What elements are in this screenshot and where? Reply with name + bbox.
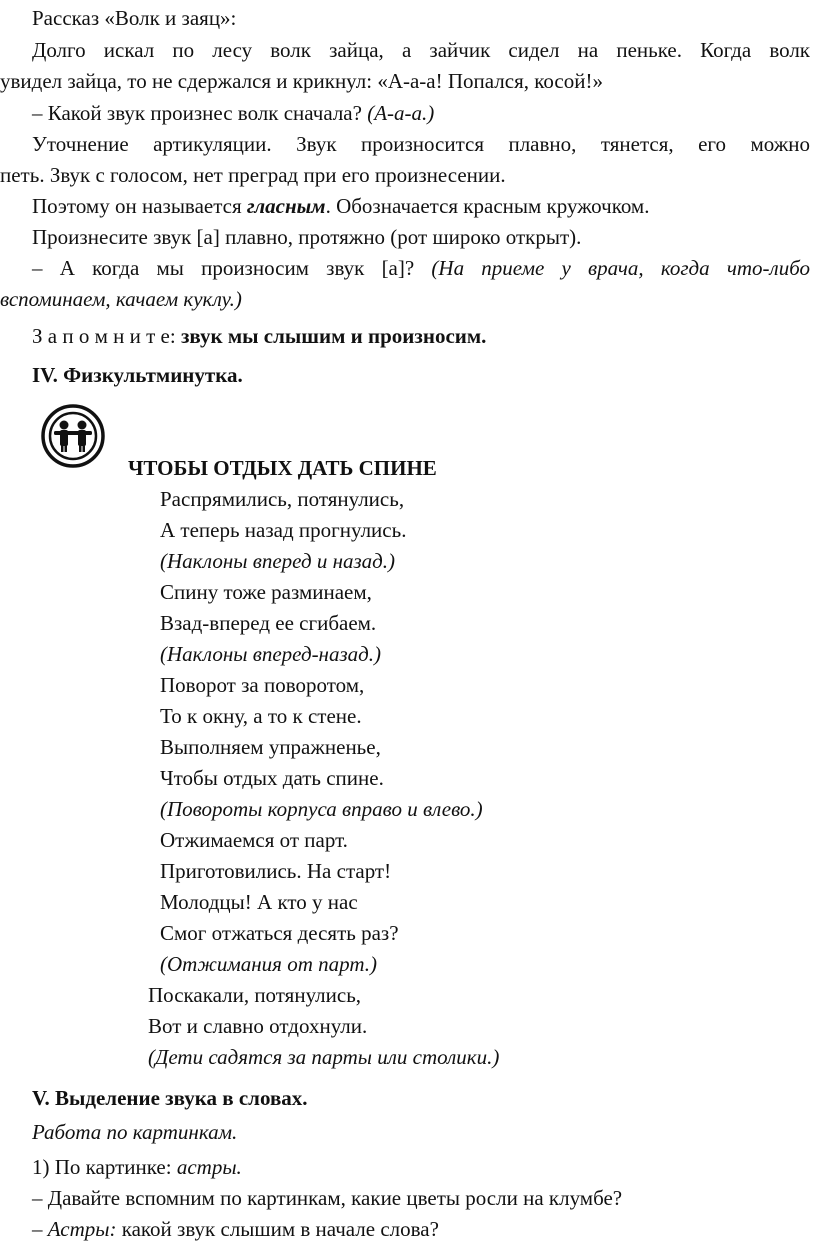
poem-line: Спину тоже разминаем, [160,580,372,604]
remember-text: звук мы слышим и произносим. [180,324,487,348]
poem-title: ЧТОБЫ ОТДЫХ ДАТЬ СПИНЕ [128,456,437,480]
poem-instruction: (Дети садятся за парты или столики.) [148,1045,500,1069]
remember-label: З а п о м н и т е: [32,324,181,348]
when-question-line: – А когда мы произносим звук [а]? (На приеме у врача, когда что-либо [32,256,810,280]
question-text: – Какой звук произнес волк сначала? [32,101,368,125]
poem-instruction: (Отжимания от парт.) [160,952,377,976]
picture-question: – Давайте вспомним по картинкам, какие цветы росли на клумбе? [32,1186,623,1210]
poem-line: То к окну, а то к стене. [160,704,362,728]
poem-instruction: (Наклоны вперед и назад.) [160,549,396,573]
when-question-line: вспоминаем, качаем куклу.) [0,287,242,311]
poem-instruction: (Наклоны вперед-назад.) [160,642,382,666]
vowel-definition-line: Поэтому он называется гласным. Обозначается красным кружочком. [32,194,650,218]
picture-question: – Астры: какой звук слышим в начале слова? [32,1217,439,1241]
pronounce-instruction: Произнесите звук [а] плавно, протяжно (рот широко открыт). [32,225,582,249]
articulation-line: Уточнение артикуляции. Звук произносится плавно, тянется, его можно [32,132,810,156]
question-answer: (А-а-а.) [367,101,435,125]
poem-line: Поскакали, потянулись, [148,983,362,1007]
story-title: Рассказ «Волк и заяц»: [32,6,237,30]
poem-line: Смог отжаться десять раз? [160,921,399,945]
poem-line: Вот и славно отдохнули. [148,1014,368,1038]
question-line [32,103,434,124]
two-children-circle-icon [40,403,106,469]
section-heading: V. Выделение звука в словах. [32,1086,308,1110]
poem-line: Отжимаемся от парт. [160,828,348,852]
poem-line: Взад-вперед ее сгибаем. [160,611,377,635]
poem-line: Молодцы! А кто у нас [160,890,358,914]
poem-line: Поворот за поворотом, [160,673,365,697]
section-heading: IV. Физкультминутка. [32,363,243,387]
poem-line: Приготовились. На старт! [160,859,392,883]
poem-line: Выполняем упражненье, [160,735,381,759]
poem-line: А теперь назад прогнулись. [160,518,407,542]
story-paragraph-line: увидел зайца, то не сдержался и крикнул: «А-а-а! Попался, косой!» [0,69,603,93]
articulation-line: петь. Звук с голосом, нет преград при его произнесении. [0,163,506,187]
picture-item: 1) По картинке: астры. [32,1155,242,1179]
section-subheading: Работа по картинкам. [32,1120,238,1144]
remember-line [32,326,486,347]
poem-line: Чтобы отдых дать спине. [160,766,384,790]
vowel-term: гласным [246,194,326,218]
poem-line: Распрямились, потянулись, [160,487,405,511]
story-paragraph-line: Долго искал по лесу волк зайца, а зайчик сидел на пеньке. Когда волк [32,38,810,62]
poem-instruction: (Повороты корпуса вправо и влево.) [160,797,483,821]
